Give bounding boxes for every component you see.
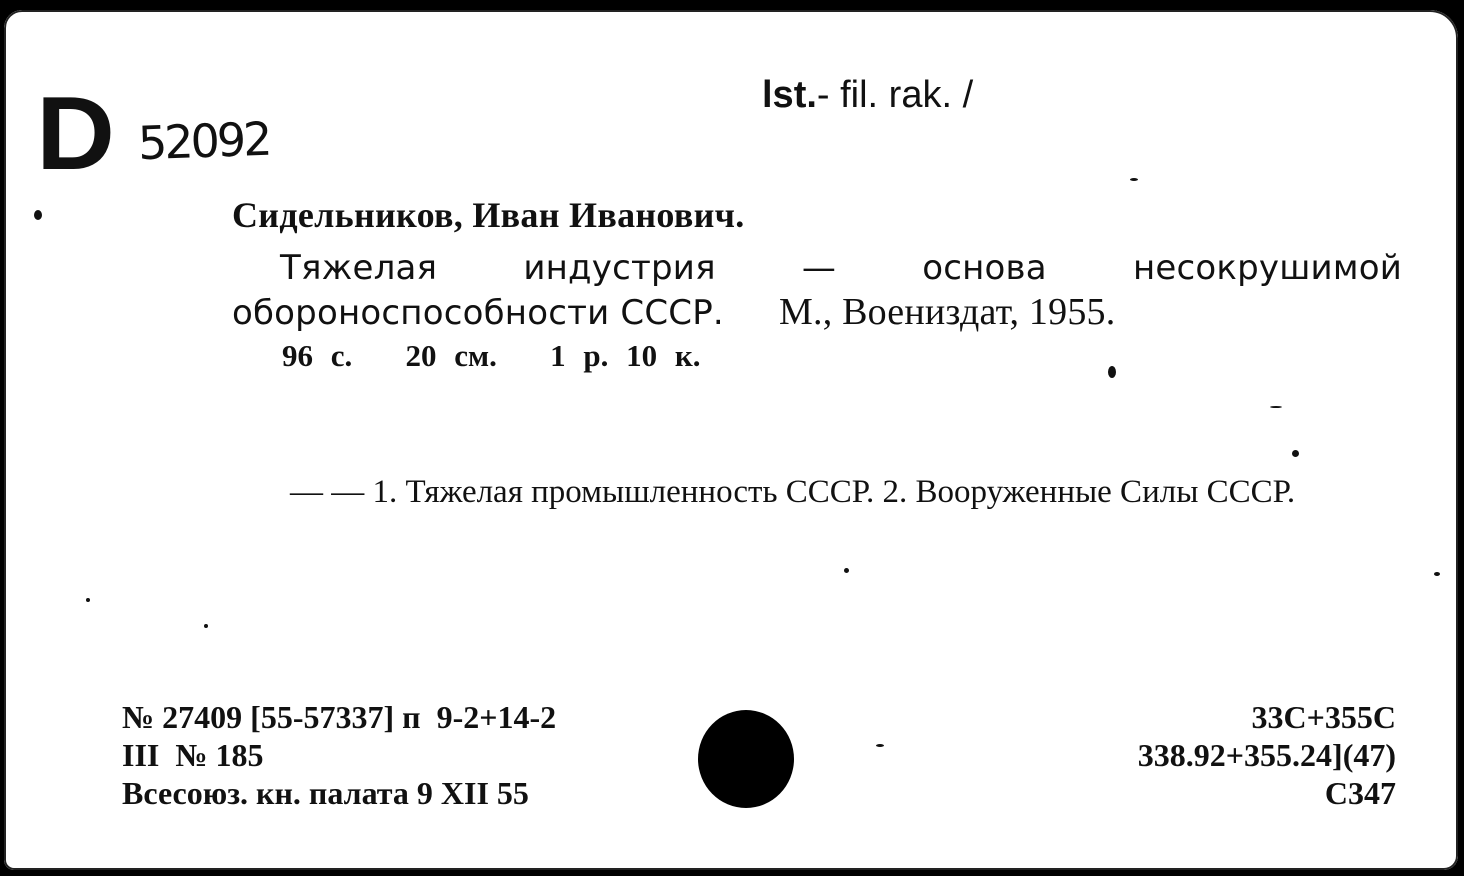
ink-speck — [844, 568, 849, 573]
call-number: 52092 — [137, 111, 271, 171]
ink-speck — [1292, 450, 1299, 457]
punch-hole — [698, 710, 794, 808]
subject-tracings: — — 1. Тяжелая промышленность СССР. 2. Вооруженные Силы СССР. — [290, 474, 1296, 510]
ink-speck — [1270, 406, 1282, 408]
stamp-note — [762, 76, 973, 114]
classification-line: 33С+355С — [1251, 699, 1396, 735]
registration-line: № 27409 [55-57337] п 9-2+14-2 — [122, 699, 557, 735]
classification-line: С347 — [1324, 775, 1396, 811]
classification-line: 338.92+355.24](47) — [1137, 737, 1396, 773]
ink-speck — [86, 598, 90, 602]
ink-speck — [204, 624, 208, 628]
imprint: М., Воениздат, 1955. — [779, 291, 1116, 333]
ink-speck — [1434, 572, 1440, 576]
registration-line: III № 185 — [122, 737, 264, 773]
collation: 96 с. 20 см. 1 р. 10 к. — [282, 338, 701, 373]
footer-classification — [1138, 698, 1396, 812]
catalog-card — [4, 10, 1458, 870]
title-block — [232, 246, 1402, 335]
ink-speck — [1130, 178, 1138, 181]
stamp-note-bold: lst. — [762, 74, 817, 116]
author-heading: Сидельников, Иван Иванович. — [232, 195, 745, 235]
ink-speck — [876, 744, 884, 747]
ink-speck — [34, 210, 42, 220]
stamp-note-rest: - fil. rak. / — [816, 74, 974, 116]
ink-speck — [1108, 366, 1116, 378]
call-letter: D — [36, 76, 115, 192]
registration-line: Всесоюз. кн. палата 9 XII 55 — [122, 775, 529, 811]
footer-registration — [122, 698, 556, 812]
book-title: Тяжелая индустрия — основа несокрушимой обороноспособности СССР. — [232, 248, 1402, 333]
